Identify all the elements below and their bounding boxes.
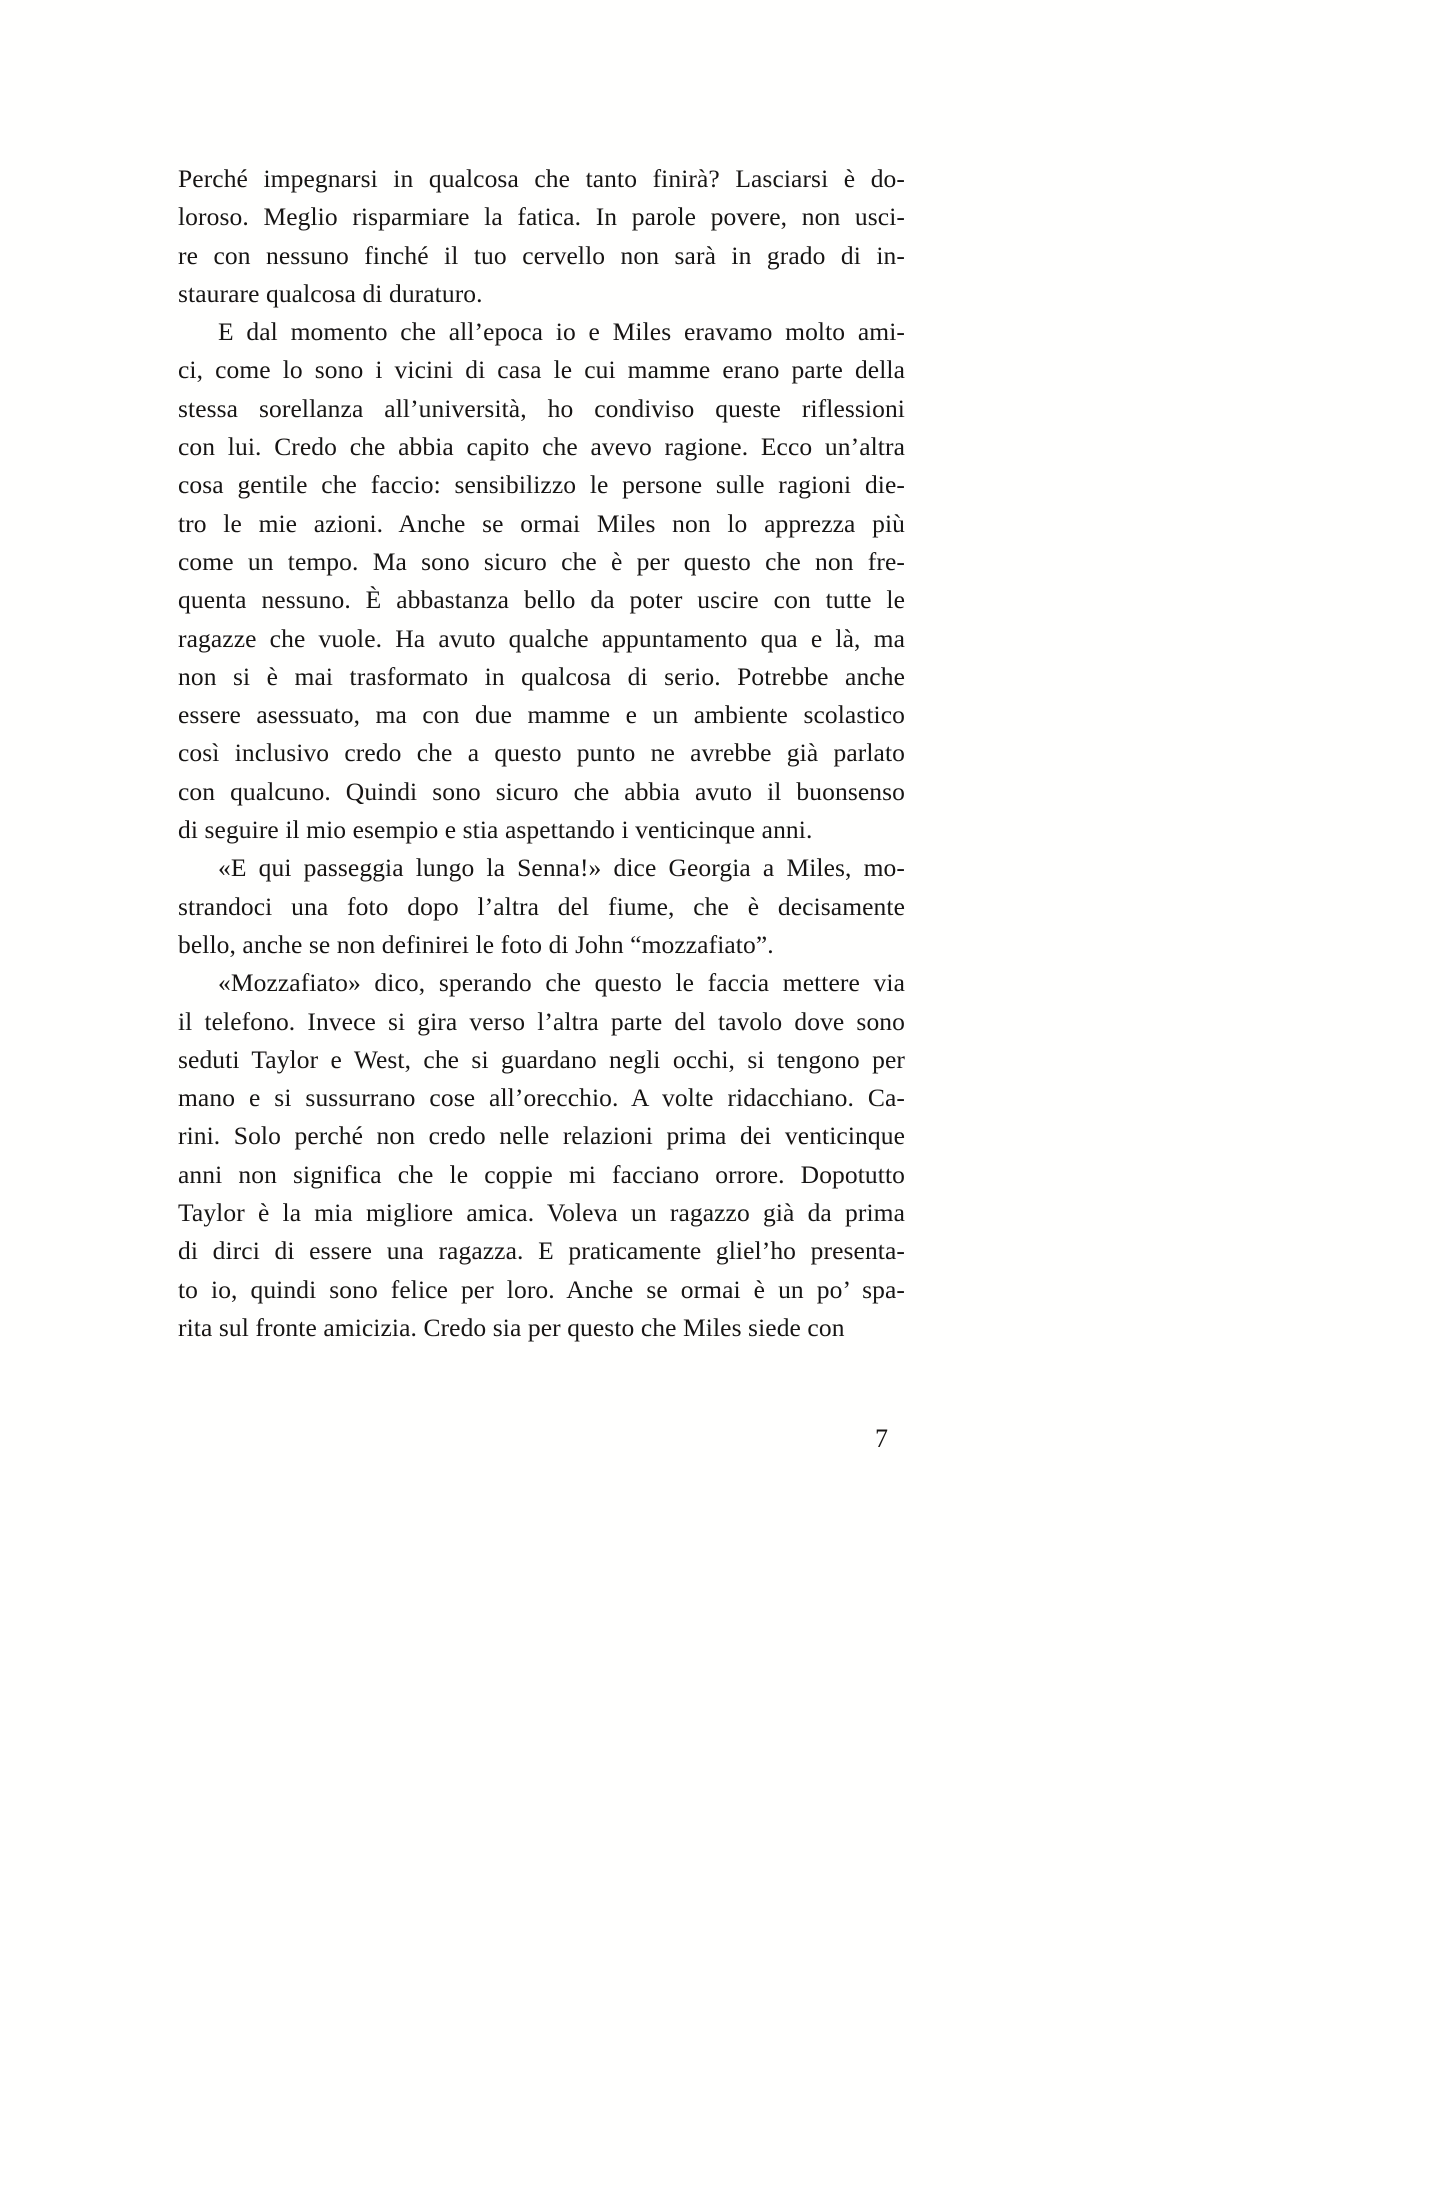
- text-line: cosa gentile che faccio: sensibilizzo le persone sulle ragioni die-: [178, 470, 905, 500]
- text-line: rini. Solo perché non credo nelle relazioni prima dei venticinque: [178, 1121, 905, 1151]
- text-line: staurare qualcosa di duraturo.: [178, 278, 483, 308]
- text-line: Perché impegnarsi in qualcosa che tanto finirà? Lasciarsi è do-: [178, 164, 905, 193]
- text-line: loroso. Meglio risparmiare la fatica. In parole povere, non usci-: [178, 202, 905, 232]
- text-line: stessa sorellanza all’università, ho condiviso queste riflessioni: [178, 393, 905, 423]
- text-line: di dirci di essere una ragazza. E praticamente gliel’ho presenta-: [178, 1236, 905, 1266]
- text-line: rita sul fronte amicizia. Credo sia per questo che Miles siede con: [178, 1312, 845, 1342]
- paragraph: [178, 964, 905, 1347]
- text-line: anni non significa che le coppie mi facciano orrore. Dopotutto: [178, 1159, 905, 1189]
- text-line: strandoci una foto dopo l’altra del fiume, che è decisamente: [178, 891, 905, 921]
- text-line: Taylor è la mia migliore amica. Voleva un ragazzo già da prima: [178, 1198, 905, 1228]
- text-line: come un tempo. Ma sono sicuro che è per questo che non fre-: [178, 546, 905, 576]
- text-line: seduti Taylor e West, che si guardano negli occhi, si tengono per: [178, 1044, 905, 1074]
- text-block: [178, 160, 905, 1347]
- page-number: 7: [875, 1424, 888, 1453]
- text-line: ci, come lo sono i vicini di casa le cui mamme erano parte della: [178, 355, 905, 385]
- text-line: essere asessuato, ma con due mamme e un ambiente scolastico: [178, 700, 905, 730]
- text-line: così inclusivo credo che a questo punto ne avrebbe già parlato: [178, 738, 905, 768]
- text-line: mano e si sussurrano cose all’orecchio. A volte ridacchiano. Ca-: [178, 1083, 905, 1113]
- text-line: E dal momento che all’epoca io e Miles eravamo molto ami-: [218, 317, 905, 347]
- text-line: di seguire il mio esempio e stia aspettando i venticinque anni.: [178, 815, 813, 845]
- paragraph: [178, 313, 905, 849]
- text-line: to io, quindi sono felice per loro. Anche se ormai è un po’ spa-: [178, 1274, 905, 1304]
- text-line: con lui. Credo che abbia capito che avevo ragione. Ecco un’altra: [178, 432, 905, 462]
- text-line: quenta nessuno. È abbastanza bello da poter uscire con tutte le: [178, 585, 905, 615]
- text-line: bello, anche se non definirei le foto di John “mozzafiato”.: [178, 929, 774, 959]
- text-line: «Mozzafiato» dico, sperando che questo le faccia mettere via: [218, 968, 905, 998]
- text-line: non si è mai trasformato in qualcosa di serio. Potrebbe anche: [178, 661, 905, 691]
- text-line: con qualcuno. Quindi sono sicuro che abbia avuto il buonsenso: [178, 776, 905, 806]
- text-line: il telefono. Invece si gira verso l’altra parte del tavolo dove sono: [178, 1006, 905, 1036]
- text-line: «E qui passeggia lungo la Senna!» dice Georgia a Miles, mo-: [218, 853, 905, 883]
- text-line: tro le mie azioni. Anche se ormai Miles non lo apprezza più: [178, 508, 905, 538]
- paragraph: [178, 160, 905, 313]
- paragraph: [178, 849, 905, 964]
- text-line: ragazze che vuole. Ha avuto qualche appuntamento qua e là, ma: [178, 623, 905, 653]
- text-line: re con nessuno finché il tuo cervello non sarà in grado di in-: [178, 240, 905, 270]
